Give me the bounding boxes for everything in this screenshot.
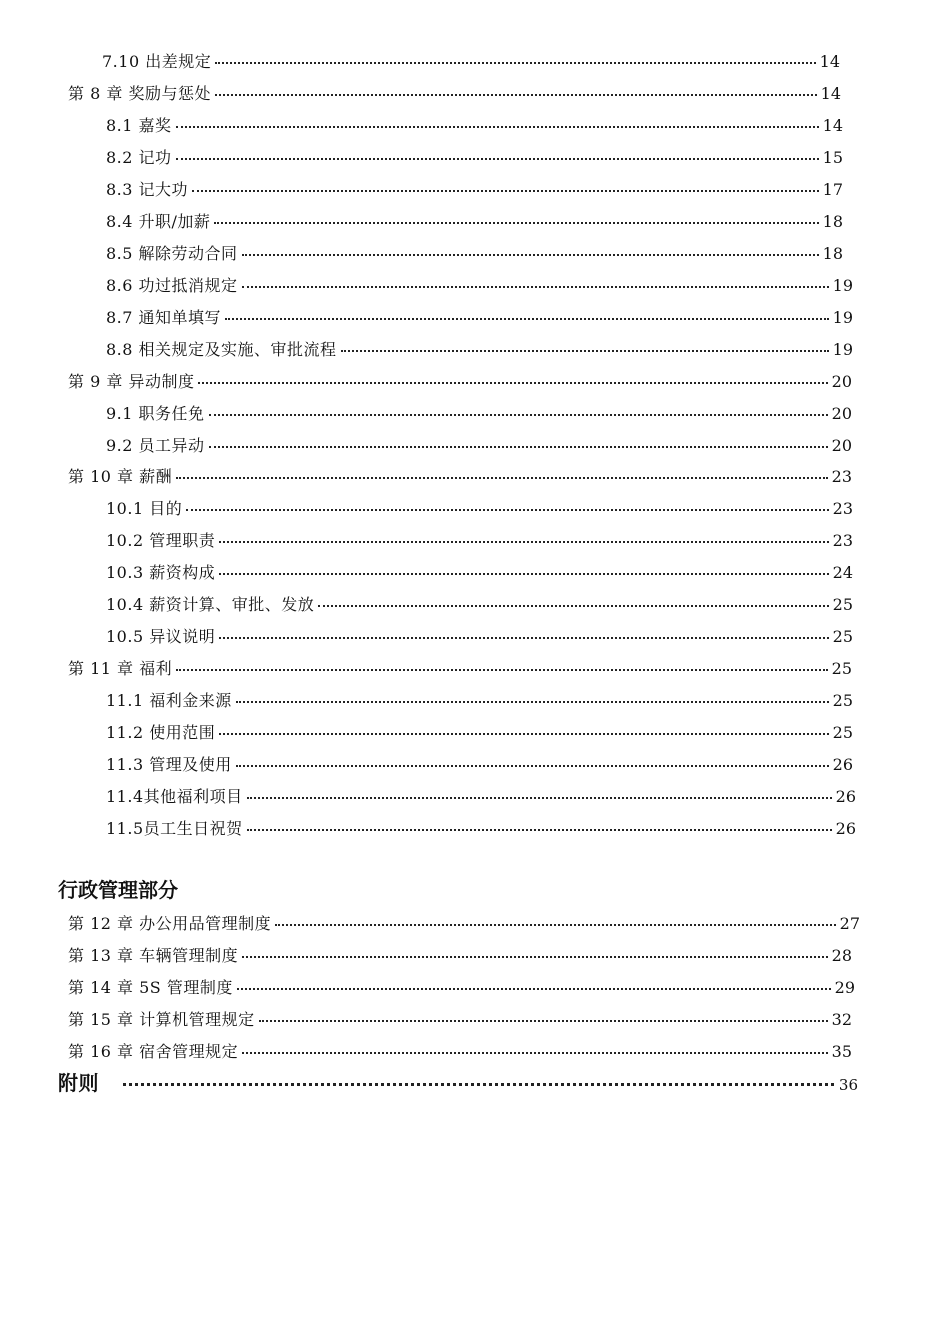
toc-entry-page: 19 [832,308,853,327]
toc-entry-page: 23 [831,467,852,486]
toc-entry-label: 10.2 管理职责 [106,531,216,550]
toc-entry-label: 10.3 薪资构成 [106,563,216,582]
toc-chapter-entry[interactable] [68,657,852,681]
toc-entry[interactable] [106,338,853,362]
toc-entry[interactable] [106,497,853,521]
toc-entry-label: 第 10 章 薪酬 [68,467,173,486]
toc-entry[interactable] [106,242,843,266]
toc-entry-label: 第 15 章 计算机管理规定 [68,1010,255,1029]
toc-entry-label: 10.4 薪资计算、审批、发放 [106,595,315,614]
toc-entry-page: 25 [832,691,853,710]
toc-entry-label: 8.4 升职/加薪 [106,212,211,231]
toc-entry-page: 23 [832,531,853,550]
toc-entry-page: 14 [820,84,841,103]
toc-entry-label: 8.8 相关规定及实施、审批流程 [106,340,337,359]
toc-entry-label: 第 11 章 福利 [68,659,173,678]
leader-dots [242,254,819,256]
toc-entry[interactable] [106,529,853,553]
toc-chapter-entry[interactable] [68,82,841,106]
leader-dots [242,956,828,958]
toc-entry-label: 第 9 章 异动制度 [68,372,195,391]
toc-entry[interactable] [106,402,852,426]
toc-entry-label: 11.2 使用范围 [106,723,216,742]
appendix-label: 附则 [58,1071,99,1095]
leader-dots [247,829,832,831]
toc-chapter-entry[interactable] [68,976,855,1000]
toc-entry-page: 27 [839,914,860,933]
appendix-page: 36 [838,1076,858,1094]
toc-entry-page: 15 [822,148,843,167]
leader-dots [219,733,828,735]
toc-entry-label: 8.2 记功 [106,148,172,167]
leader-dots [123,1083,834,1086]
toc-entry-page: 25 [831,659,852,678]
leader-dots [176,126,819,128]
toc-entry-page: 19 [832,276,853,295]
leader-dots [242,286,829,288]
leader-dots [176,158,819,160]
toc-entry-page: 18 [822,212,843,231]
toc-entry[interactable] [106,434,852,458]
leader-dots [198,382,827,384]
leader-dots [192,190,819,192]
toc-chapter-entry[interactable] [68,944,852,968]
toc-entry-page: 25 [832,723,853,742]
leader-dots [247,797,832,799]
toc-entry-page: 23 [832,499,853,518]
toc-entry[interactable] [106,721,853,745]
toc-entry-page: 25 [832,595,853,614]
toc-entry-label: 11.1 福利金来源 [106,691,232,710]
leader-dots [275,924,836,926]
leader-dots [242,1052,828,1054]
toc-entry-page: 17 [822,180,843,199]
toc-entry-label: 10.1 目的 [106,499,183,518]
toc-chapter-entry[interactable] [68,465,852,489]
toc-entry[interactable] [106,274,853,298]
toc-entry[interactable] [106,210,843,234]
leader-dots [209,414,828,416]
toc-entry[interactable] [106,178,843,202]
toc-entry-label: 8.6 功过抵消规定 [106,276,238,295]
leader-dots [219,573,828,575]
leader-dots [259,1020,828,1022]
leader-dots [176,477,828,479]
leader-dots [215,94,817,96]
toc-entry-page: 28 [831,946,852,965]
leader-dots [236,765,829,767]
toc-entry-label: 10.5 异议说明 [106,627,216,646]
toc-chapter-entry[interactable] [68,1040,852,1064]
toc-entry[interactable] [106,306,853,330]
leader-dots [236,701,829,703]
toc-entry-page: 26 [832,755,853,774]
toc-entry-page: 20 [831,372,852,391]
toc-entry-label: 第 12 章 办公用品管理制度 [68,914,272,933]
toc-entry-page: 18 [822,244,843,263]
toc-entry-page: 24 [832,563,853,582]
toc-entry-label: 11.3 管理及使用 [106,755,232,774]
section-heading: 行政管理部分 [58,878,178,902]
toc-entry-page: 14 [822,116,843,135]
toc-entry-label: 9.1 职务任免 [106,404,205,423]
toc-entry-label: 第 14 章 5S 管理制度 [68,978,233,997]
toc-chapter-entry[interactable] [68,912,860,936]
toc-entry-page: 25 [832,627,853,646]
leader-dots [214,222,818,224]
toc-entry[interactable] [106,689,853,713]
toc-entry-label: 8.3 记大功 [106,180,189,199]
toc-entry-label: 8.5 解除劳动合同 [106,244,238,263]
toc-entry-page: 20 [831,436,852,455]
toc-entry[interactable] [102,50,840,74]
leader-dots [318,605,828,607]
leader-dots [209,446,828,448]
leader-dots [186,509,828,511]
leader-dots [219,541,828,543]
leader-dots [215,62,815,64]
toc-entry[interactable] [106,593,853,617]
leader-dots [341,350,829,352]
leader-dots [219,637,828,639]
leader-dots [225,318,829,320]
toc-entry[interactable] [106,785,856,809]
toc-entry-label: 8.7 通知单填写 [106,308,222,327]
toc-entry-page: 32 [831,1010,852,1029]
toc-entry[interactable] [106,146,843,170]
toc-entry-label: 第 8 章 奖励与惩处 [68,84,211,103]
toc-entry-page: 19 [832,340,853,359]
toc-entry[interactable] [106,817,856,841]
toc-entry-label: 7.10 出差规定 [102,52,212,71]
toc-entry[interactable] [106,561,853,585]
leader-dots [176,669,828,671]
leader-dots [237,988,831,990]
toc-entry[interactable] [106,114,843,138]
toc-entry-page: 35 [831,1042,852,1061]
toc-entry-page: 14 [819,52,840,71]
toc-chapter-entry[interactable] [68,370,852,394]
toc-entry-page: 20 [831,404,852,423]
toc-entry-page: 26 [835,819,856,838]
toc-entry-page: 29 [834,978,855,997]
toc-entry-label: 第 13 章 车辆管理制度 [68,946,239,965]
toc-appendix-entry[interactable] [58,1069,858,1097]
toc-entry[interactable] [106,625,853,649]
toc-entry-label: 11.5员工生日祝贺 [106,819,243,838]
toc-entry-label: 9.2 员工异动 [106,436,205,455]
toc-entry-label: 8.1 嘉奖 [106,116,172,135]
toc-entry-page: 26 [835,787,856,806]
toc-entry[interactable] [106,753,853,777]
toc-entry-label: 11.4其他福利项目 [106,787,243,806]
toc-chapter-entry[interactable] [68,1008,852,1032]
toc-entry-label: 第 16 章 宿舍管理规定 [68,1042,239,1061]
